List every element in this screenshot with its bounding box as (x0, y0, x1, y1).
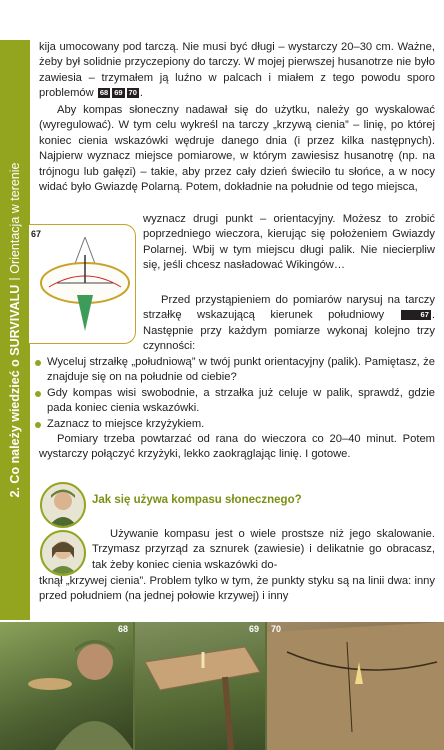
ref-68: 68 (99, 88, 109, 98)
list-item-text: Zaznacz to miejsce krzyżykiem. (47, 417, 205, 430)
chapter-title: 2. Co należy wiedzieć o SURVIVALU (8, 284, 22, 498)
ref-70: 70 (128, 88, 137, 98)
p1-text: kija umocowany pod tarczą. Nie musi być długi – wystarczy 20–30 cm. Ważne, żeby był solidnie przyczepiony do tarczy. W mojej pierwszej husanotrze nie było zawiesia – trzymałem ją luźno w palcach i miałem z tego powodu sporo problemów (39, 41, 435, 100)
section-heading: Jak się używa kompasu słonecznego? (92, 494, 302, 506)
ref-69: 69 (114, 88, 123, 98)
photo-number-70: 70 (271, 624, 282, 634)
figure-67 (29, 224, 136, 344)
paragraph-4 (39, 432, 435, 463)
bullet-dot (35, 360, 41, 366)
figure-number: 67 (31, 229, 42, 239)
paragraph-5 (92, 527, 435, 573)
paragraph-2-continued (143, 212, 435, 274)
paragraph-2 (39, 103, 435, 195)
photo-number-68: 68 (118, 624, 129, 634)
p3a-text: Przed przystąpieniem do pomiarów narysuj na tarczy strzałkę wskazującą kierunek południowy (143, 294, 435, 322)
list-item (33, 386, 435, 417)
photo-68 (0, 622, 133, 750)
avatar-girl (40, 530, 86, 576)
paragraph-3 (143, 293, 435, 355)
p4-text: Pomiary trzeba powtarzać od rana do wieczora co 20–40 minut. Potem wystarczy połączyć krzyżyki, lekko zaokrąglając linię. I gotowe. (39, 433, 435, 461)
p2-text: Aby kompas słoneczny nadawał się do użytku, należy go wyskalować (wyregulować). W tym celu wykreśl na tarczy „krzywą cienia” – linię, po której koniec cienia wskazówki wędruje danego dnia (i przez kilka następnych). Najpierw wyznacz miejsce pomiarowe, w którym zawiesisz husanotrę (np. na trójnogu lub gałęzi) – takie, aby przez cały dzień świeciło tu słońce, a w nocy widać było Gwiazdę Polarną. Potem, dokładnie na południe od tego miejsca, (39, 104, 435, 194)
bullet-dot (35, 391, 41, 397)
chapter-sidebar (0, 40, 30, 620)
photo-70 (267, 622, 444, 750)
paragraph-1: kija umocowany pod tarczą. Nie musi być długi – wystarczy 20–30 cm. Ważne, żeby był solidnie przyczepiony do tarczy. W mojej pierwszej husanotrze nie było zawiesia – trzymałem ją luźno w palcach i miałem z tego powodu sporo problemów 68 69 70 . (39, 41, 435, 100)
list-item (33, 417, 435, 432)
photo-number-69: 69 (249, 624, 260, 634)
p5a-text: Używanie kompasu jest o wiele prostsze niż jego skalowanie. Trzymasz przyrząd za sznurek (zawiesie) i delikatnie go obracasz, tak żeby koniec cienia wskazówki do- (92, 528, 435, 571)
p3b-text: . Następnie przy każdym pomiarze wykonaj kolejno trzy czynności: (143, 309, 435, 353)
avatar-boy (40, 482, 86, 528)
photo-69 (135, 622, 265, 750)
photo-strip (0, 622, 444, 750)
list-item-text: Gdy kompas wisi swobodnie, a strzałka już celuje w palik, sprawdź, gdzie pada koniec cienia wskazówki. (47, 386, 435, 415)
list-item (33, 355, 435, 386)
sidebar-separator (9, 279, 20, 280)
paragraph-5-continued (39, 574, 435, 605)
list-item-text: Wyceluj strzałkę „południową” w twój punkt orientacyjny (palik). Pamiętasz, że znajduje się on na południe od ciebie? (47, 356, 435, 384)
ref-67: 67 (401, 310, 431, 320)
sun-compass-illustration (37, 235, 133, 339)
bullet-dot (35, 422, 41, 428)
p2b-text: wyznacz drugi punkt – orientacyjny. Możesz to zrobić poprzedniego wieczora, kierując się położeniem Gwiazdy Polarnej. Wbij w tym miejscu długi palik. Nie niecierpliw się, jeśli chcesz nasładować Wikingów… (143, 213, 435, 272)
p5b-text: tknął „krzywej cienia”. Problem tylko w tym, że punkty styku są na linii dwa: inny przed południem (na jednej połowie krzywej) i inny (39, 575, 435, 603)
steps-list (33, 355, 435, 432)
sidebar-text (8, 163, 22, 498)
section-title: Orientacja w terenie (8, 162, 22, 274)
